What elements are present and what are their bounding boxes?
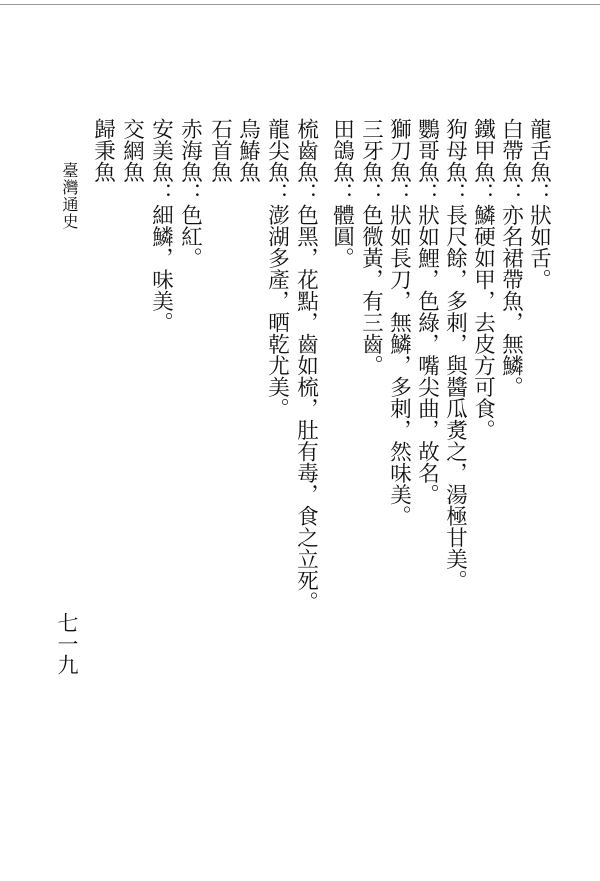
entry-line: 梳齒魚：色黑，花點，齒如梳，肚有毒，食之立死。 bbox=[293, 118, 319, 613]
entry-line: 交網魚 bbox=[119, 118, 145, 183]
top-border-line bbox=[0, 4, 600, 5]
running-head: 臺灣通史 bbox=[60, 162, 79, 230]
entry-line: 安美魚：細鱗，味美。 bbox=[148, 118, 174, 333]
entry-line: 龍舌魚：狀如舌。 bbox=[526, 118, 552, 290]
entry-line: 烏鰆魚 bbox=[235, 118, 261, 183]
entry-line: 龍尖魚：澎湖多產，晒乾尤美。 bbox=[264, 118, 290, 419]
entry-line: 白帶魚：亦名裙帶魚，無鱗。 bbox=[498, 118, 524, 398]
page-number: 七一九 bbox=[55, 612, 79, 675]
entry-line: 三牙魚：色微黃，有三齒。 bbox=[358, 118, 384, 376]
entry-line: 獅刀魚：狀如長刀，無鱗，多刺，然味美。 bbox=[386, 118, 412, 527]
entry-line: 田鴿魚：體圓。 bbox=[329, 118, 355, 269]
entry-line: 石首魚 bbox=[207, 118, 233, 183]
entry-line: 赤海魚：色紅。 bbox=[177, 118, 203, 269]
entry-line: 鸚哥魚：狀如鯉，色綠，嘴尖曲，故名。 bbox=[414, 118, 440, 505]
entry-line: 歸秉魚 bbox=[90, 118, 116, 183]
entry-line: 狗母魚：長尺餘，多刺，與醬瓜煑之，湯極甘美。 bbox=[442, 118, 468, 591]
entry-line: 鐵甲魚：鱗硬如甲，去皮方可食。 bbox=[470, 118, 496, 441]
